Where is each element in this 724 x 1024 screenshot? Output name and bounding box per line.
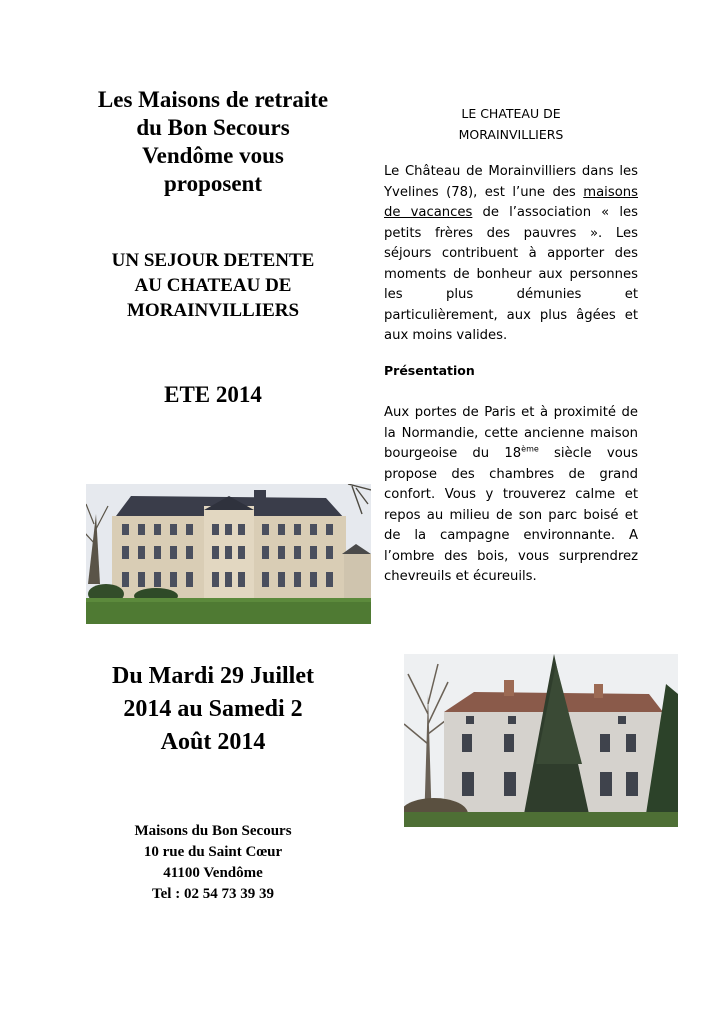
superscript: ème — [521, 444, 539, 454]
vacation-homes-link[interactable]: maisons — [583, 184, 638, 200]
stay-subtitle-line: AU CHATEAU DE — [134, 275, 292, 296]
stay-dates-line: Août 2014 — [160, 729, 266, 755]
contact-city: 41100 Vendôme — [163, 865, 263, 881]
main-title-line: du Bon Secours — [136, 115, 290, 140]
chateau-heading — [384, 103, 638, 145]
contact-street: 10 rue du Saint Cœur — [143, 844, 283, 860]
presentation-text: siècle vous propose des chambres de grand confort. Vous y trouverez calme et repos au milieu de son parc boisé et de la campagne environnante. A l’ombre des bois, vous surprendrez chevreuils et écureuils. — [384, 446, 638, 584]
intro-text: de l’association « les petits frères des pauvres ». Les séjours contribuent à apporter des moments de bonheur aux personnes les plus démunies et particulièrement, aux plus âgées et aux moins valides. — [384, 205, 638, 343]
season-label: ETE 2014 — [164, 382, 262, 407]
stay-dates-line: Du Mardi 29 Juillet — [112, 663, 314, 689]
presentation-text: Aux portes de Paris et à proximité de la Normandie, cette ancienne maison bourgeoise du 18 — [384, 405, 638, 461]
presentation-heading: Présentation — [384, 363, 475, 378]
main-title — [84, 86, 342, 198]
presentation-paragraph — [384, 403, 638, 588]
main-title-line: proposent — [164, 171, 262, 196]
main-title-line: Les Maisons de retraite — [97, 87, 329, 112]
vacation-homes-link[interactable]: de vacances — [384, 205, 473, 220]
contact-phone: Tel : 02 54 73 39 39 — [152, 886, 274, 902]
contact-organization: Maisons du Bon Secours — [134, 823, 292, 839]
stay-subtitle-line: MORAINVILLIERS — [126, 300, 300, 321]
chateau-facade-photo — [86, 484, 371, 624]
chateau-heading-line: MORAINVILLIERS — [458, 127, 564, 142]
chateau-heading-line: LE CHATEAU DE — [461, 106, 561, 121]
contact-block — [84, 821, 342, 905]
manor-house-in-trees-photo — [404, 654, 678, 827]
stay-dates — [84, 660, 342, 759]
stay-dates-line: 2014 au Samedi 2 — [123, 696, 303, 722]
intro-text: Le Château de Morainvilliers dans les Yvelines (78), est l’une des — [384, 164, 638, 200]
stay-subtitle-line: UN SEJOUR DETENTE — [111, 250, 315, 271]
stay-subtitle — [84, 248, 342, 323]
main-title-line: Vendôme vous — [142, 143, 284, 168]
intro-paragraph — [384, 162, 638, 347]
